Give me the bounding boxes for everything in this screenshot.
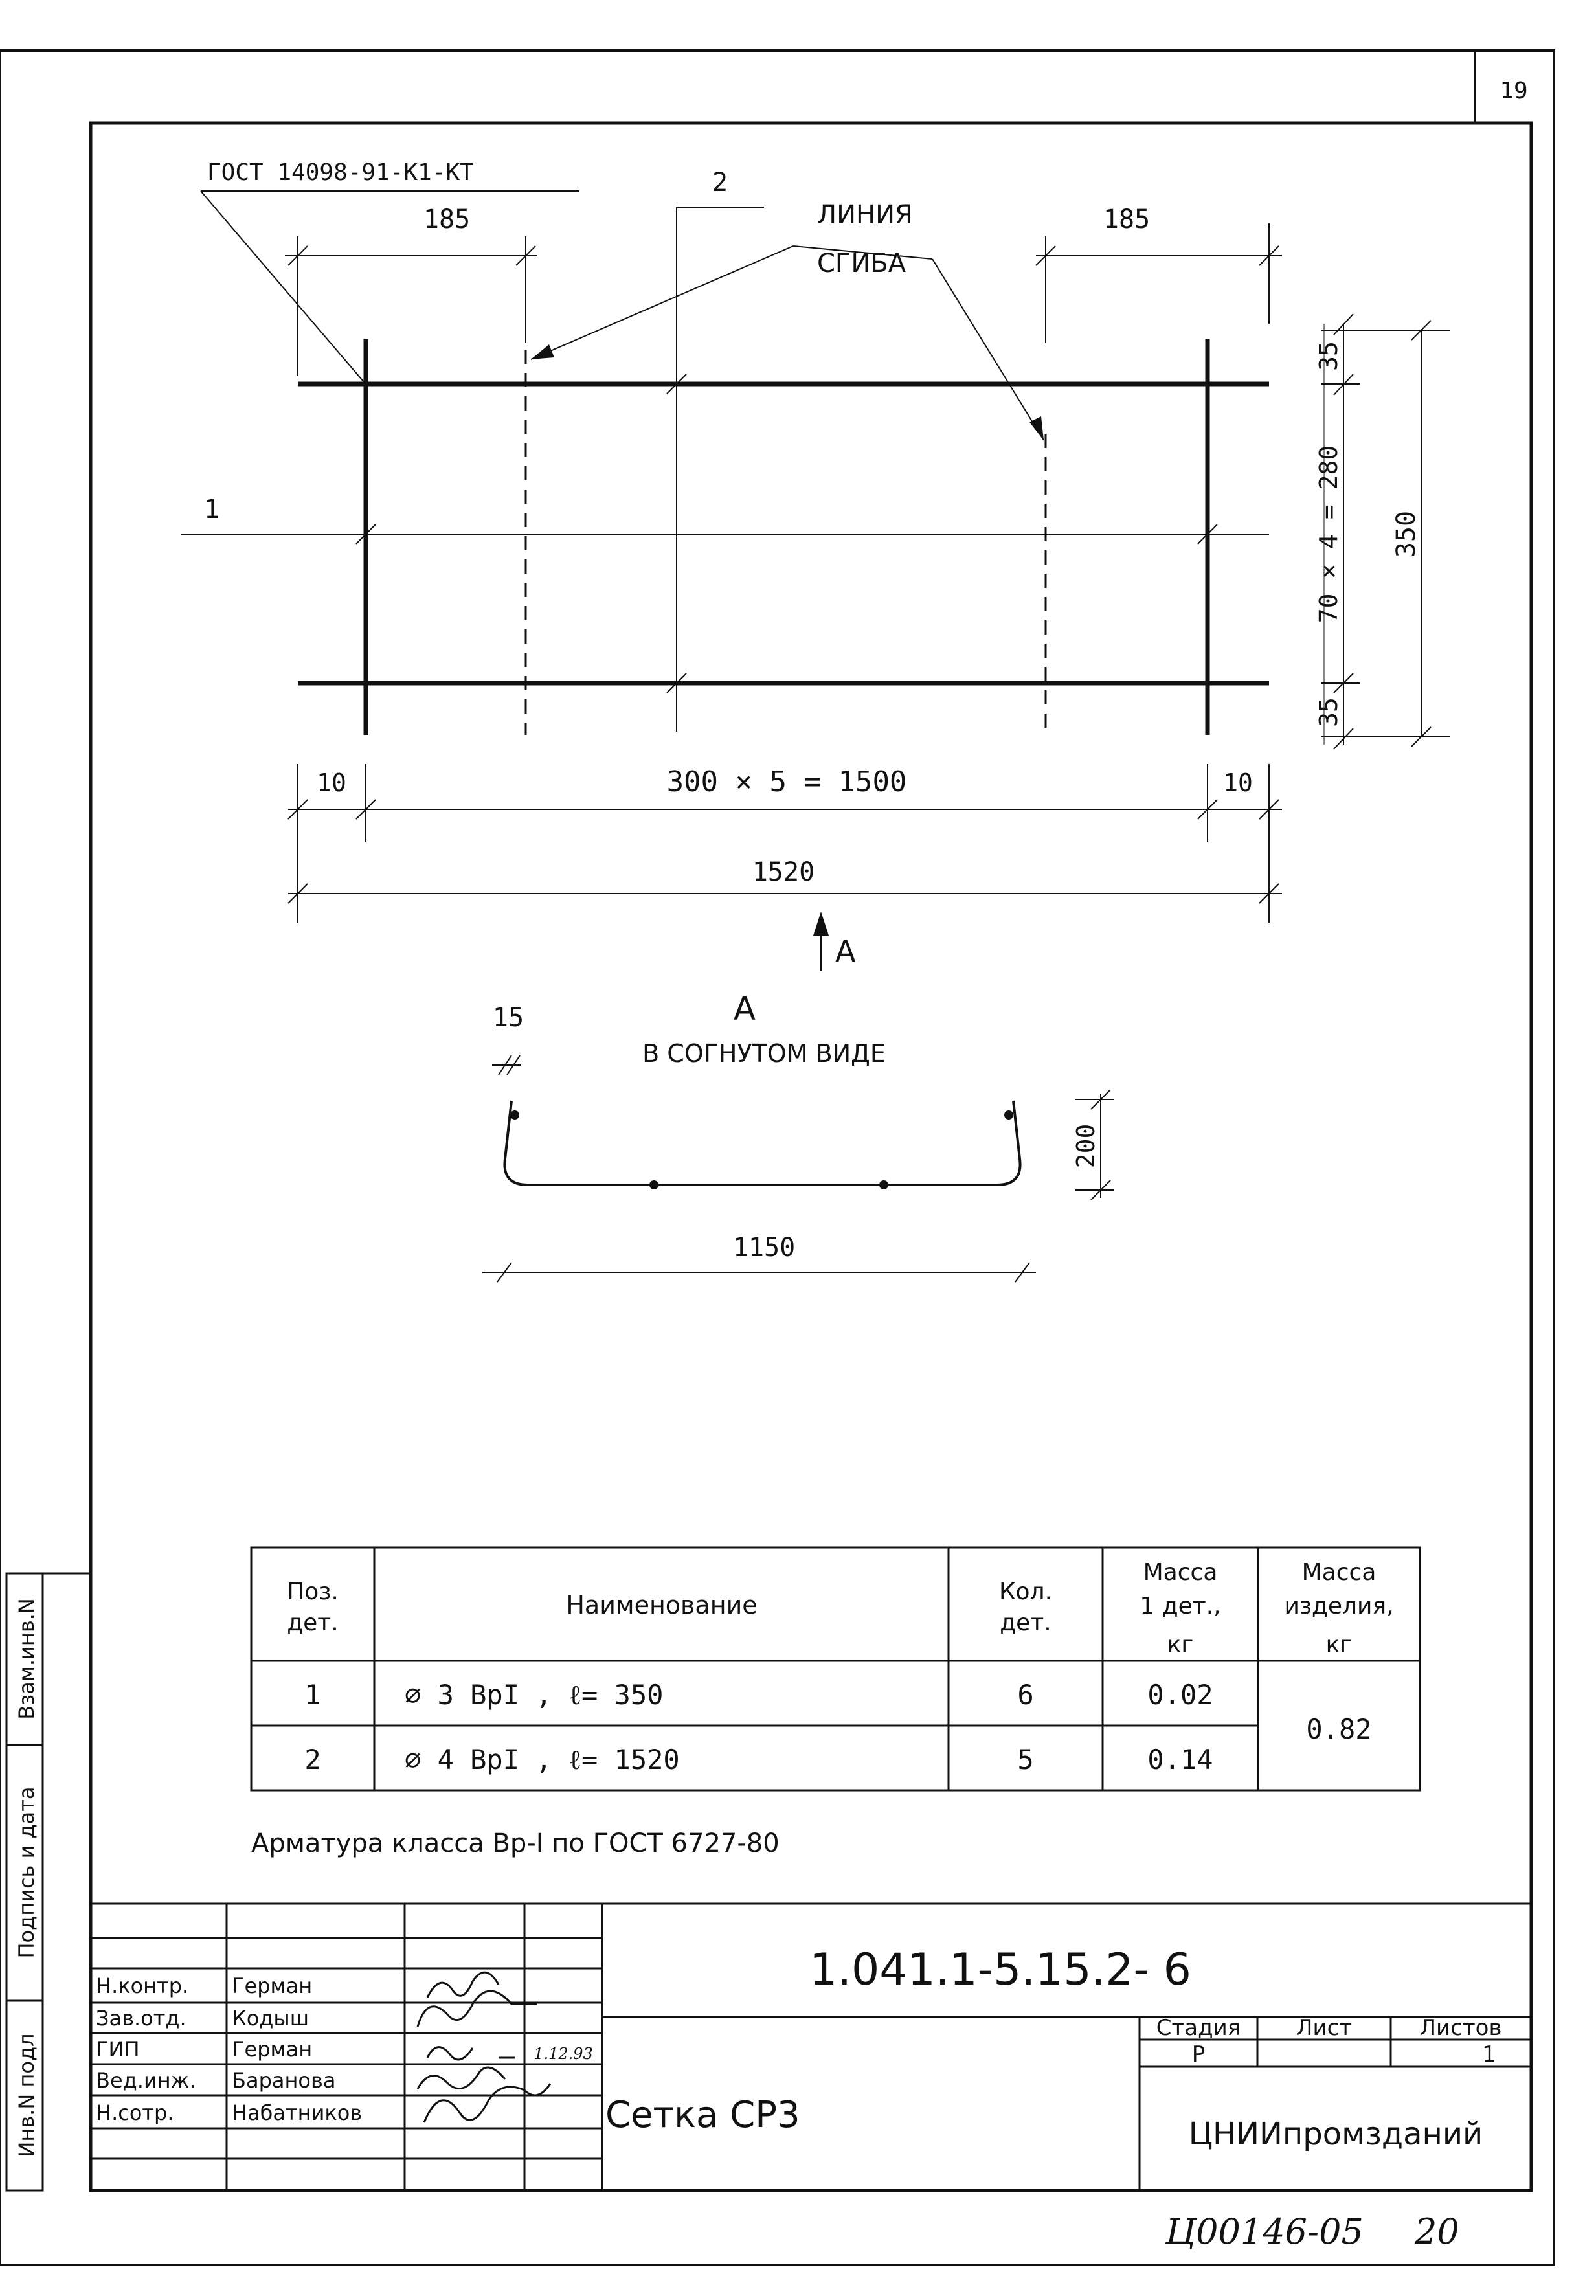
name-4: Набатников bbox=[232, 2100, 363, 2125]
row1-qty: 6 bbox=[1017, 1679, 1034, 1711]
position-2-label: 2 bbox=[712, 168, 728, 197]
row2-qty: 5 bbox=[1017, 1744, 1034, 1775]
role-0: Н.контр. bbox=[96, 1974, 189, 1998]
view-arrow-label: А bbox=[835, 934, 856, 969]
row2-pos: 2 bbox=[304, 1744, 321, 1775]
stamp-inv-podl: Инв.N подл bbox=[14, 2033, 39, 2157]
section-title: А bbox=[733, 990, 756, 1028]
stage-label: Стадия bbox=[1156, 2015, 1241, 2041]
name-3: Баранова bbox=[232, 2068, 336, 2093]
dim-350: 350 bbox=[1391, 510, 1421, 558]
note: Арматура класса Вр-I по ГОСТ 6727-80 bbox=[251, 1829, 780, 1858]
dim-200: 200 bbox=[1072, 1123, 1100, 1169]
role-4: Н.сотр. bbox=[96, 2100, 174, 2125]
doc-code: 1.041.1-5.15.2- 6 bbox=[809, 1944, 1191, 1996]
dim-185 bbox=[285, 223, 1282, 376]
total-mass: 0.82 bbox=[1306, 1713, 1372, 1745]
inner-frame bbox=[91, 123, 1531, 2190]
th-qty-1: Кол. bbox=[998, 1579, 1053, 1605]
sheets-label: Листов bbox=[1419, 2015, 1502, 2041]
name-1: Кодыш bbox=[232, 2006, 309, 2031]
mesh-plan bbox=[181, 207, 1269, 735]
dim-15: 15 bbox=[492, 1003, 524, 1033]
th-pos-1: Поз. bbox=[287, 1579, 339, 1605]
dim-300x5: 300 × 5 = 1500 bbox=[666, 765, 907, 798]
row1-name: ⌀ 3 ВрI , ℓ= 350 bbox=[405, 1679, 664, 1711]
date: 1.12.93 bbox=[534, 2045, 593, 2063]
dim-1150: 1150 bbox=[732, 1233, 796, 1263]
row1-pos: 1 bbox=[304, 1679, 321, 1711]
row2-name: ⌀ 4 ВрI , ℓ= 1520 bbox=[405, 1744, 680, 1775]
th-mass-one-2: 1 дет., bbox=[1140, 1593, 1221, 1619]
stamp-vzam-inv: Взам.инв.N bbox=[14, 1598, 39, 1720]
sheets-value: 1 bbox=[1482, 2042, 1496, 2067]
dim-70x4: 70 × 4 = 280 bbox=[1314, 445, 1343, 624]
th-pos-2: дет. bbox=[287, 1610, 339, 1636]
organization: ЦНИИпромзданий bbox=[1188, 2116, 1483, 2152]
position-1-label: 1 bbox=[204, 495, 220, 524]
th-qty-2: дет. bbox=[1000, 1610, 1051, 1636]
role-3: Вед.инж. bbox=[96, 2068, 196, 2093]
row1-mass: 0.02 bbox=[1147, 1679, 1213, 1711]
dim-10-left: 10 bbox=[317, 769, 346, 797]
th-mass-one-3: кг bbox=[1167, 1632, 1194, 1658]
name-2: Герман bbox=[232, 2037, 313, 2062]
sheet-number: 19 bbox=[1500, 78, 1528, 104]
stamp-signature-date: Подпись и дата bbox=[14, 1786, 39, 1959]
section-subtitle: В СОГНУТОМ ВИДЕ bbox=[642, 1039, 886, 1068]
bent-mesh-profile bbox=[504, 1101, 1020, 1185]
role-1: Зав.отд. bbox=[96, 2006, 186, 2031]
sheet-label: Лист bbox=[1296, 2015, 1353, 2041]
name-0: Герман bbox=[232, 1974, 313, 1998]
th-mass-one-1: Масса bbox=[1143, 1559, 1218, 1586]
th-mass-total-2: изделия, bbox=[1284, 1593, 1394, 1619]
dim-10-right: 10 bbox=[1223, 769, 1253, 797]
bend-line-label-1: ЛИНИЯ bbox=[817, 200, 913, 230]
stage-value: Р bbox=[1191, 2042, 1206, 2067]
bend-line-label-2: СГИБА bbox=[817, 249, 906, 278]
dim-185-right: 185 bbox=[1103, 205, 1151, 234]
signature-marks bbox=[418, 1972, 550, 2122]
dim-35-bottom: 35 bbox=[1314, 697, 1343, 727]
footer-code: Ц00146-05 bbox=[1165, 2211, 1364, 2252]
role-2: ГИП bbox=[96, 2037, 140, 2062]
footer-page: 20 bbox=[1415, 2211, 1459, 2252]
th-mass-total-3: кг bbox=[1325, 1632, 1353, 1658]
dim-1520: 1520 bbox=[752, 857, 815, 887]
th-name: Наименование bbox=[566, 1591, 758, 1619]
dim-15-marks bbox=[492, 1055, 521, 1075]
row2-mass: 0.14 bbox=[1147, 1744, 1213, 1775]
th-mass-total-1: Масса bbox=[1301, 1559, 1377, 1586]
dim-185-left: 185 bbox=[423, 205, 471, 234]
drawing-title: Сетка СР3 bbox=[605, 2094, 800, 2136]
dim-1150-marks bbox=[482, 1263, 1036, 1282]
gost-callout: ГОСТ 14098-91-К1-КТ bbox=[207, 159, 474, 186]
dim-35-top: 35 bbox=[1314, 341, 1343, 371]
